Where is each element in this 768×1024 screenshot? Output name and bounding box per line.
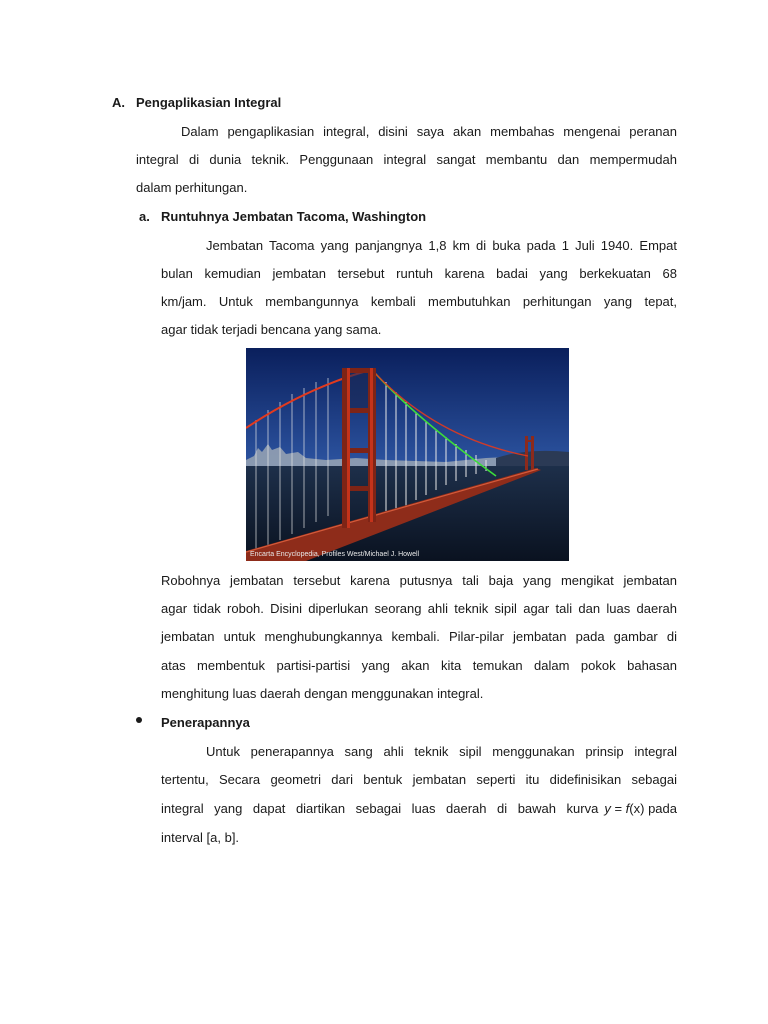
bullet-para-line-1: Untuk penerapannya sang ahli teknik sipil menggunakan prinsip integral (206, 744, 677, 759)
sub-para-line-3: km/jam. Untuk membangunnya kembali membutuhkan perhitungan yang tepat, (161, 294, 677, 309)
formula-tail: pada (644, 801, 677, 816)
sub-para-line-4: agar tidak terjadi bencana yang sama. (161, 322, 382, 337)
far-tower-beam (525, 440, 534, 442)
sub-para-line-1: Jembatan Tacoma yang panjangnya 1,8 km di buka pada 1 Juli 1940. Empat (206, 238, 677, 253)
formula-y: y (604, 801, 611, 816)
formula (604, 800, 677, 818)
section-title: Pengaplikasian Integral (136, 95, 282, 110)
photo-credit: Encarta Encyclopedia, Profiles West/Michael J. Howell (250, 551, 420, 558)
sub-para-line-2: bulan kemudian jembatan tersebut runtuh karena badai yang berkekuatan 68 (161, 266, 677, 281)
section-marker: A. (112, 95, 125, 110)
after-line-5: menghitung luas daerah dengan menggunakan integral. (161, 686, 484, 701)
bullet-para-line-2: tertentu, Secara geometri dari bentuk jembatan seperti itu didefinisikan sebagai (161, 772, 677, 787)
bullet-para-line-3-text: integral yang dapat diartikan sebagai luas daerah di bawah kurva (161, 801, 599, 816)
formula-f: f (625, 801, 630, 816)
intro-line-1: Dalam pengaplikasian integral, disini saya akan membahas mengenai peranan (181, 124, 677, 139)
bullet-para-line-3 (161, 800, 677, 818)
intro-line-2: integral di dunia teknik. Penggunaan integral sangat membantu dan mempermudah (136, 152, 677, 167)
after-line-4: atas membentuk partisi-partisi yang akan kita temukan dalam pokok bahasan (161, 658, 677, 673)
after-line-2: agar tidak roboh. Disini diperlukan seorang ahli teknik sipil agar tali dan luas daerah (161, 601, 677, 616)
bridge-illustration (246, 348, 569, 561)
bullet-dot-icon (136, 717, 142, 723)
formula-x: (x) (629, 801, 645, 816)
bridge-photo (246, 348, 569, 561)
subsection-title: Runtuhnya Jembatan Tacoma, Washington (161, 209, 427, 224)
bullet-title: Penerapannya (161, 715, 250, 730)
intro-line-3: dalam perhitungan. (136, 180, 248, 195)
after-line-1: Robohnya jembatan tersebut karena putusnya tali baja yang mengikat jembatan (161, 573, 677, 588)
formula-eq: = (610, 801, 626, 816)
subsection-marker: a. (139, 209, 150, 224)
after-line-3: jembatan untuk menghubungkannya kembali. Pilar-pilar jembatan pada gambar di (161, 629, 677, 644)
bullet-para-line-4: interval [a, b]. (161, 830, 240, 845)
